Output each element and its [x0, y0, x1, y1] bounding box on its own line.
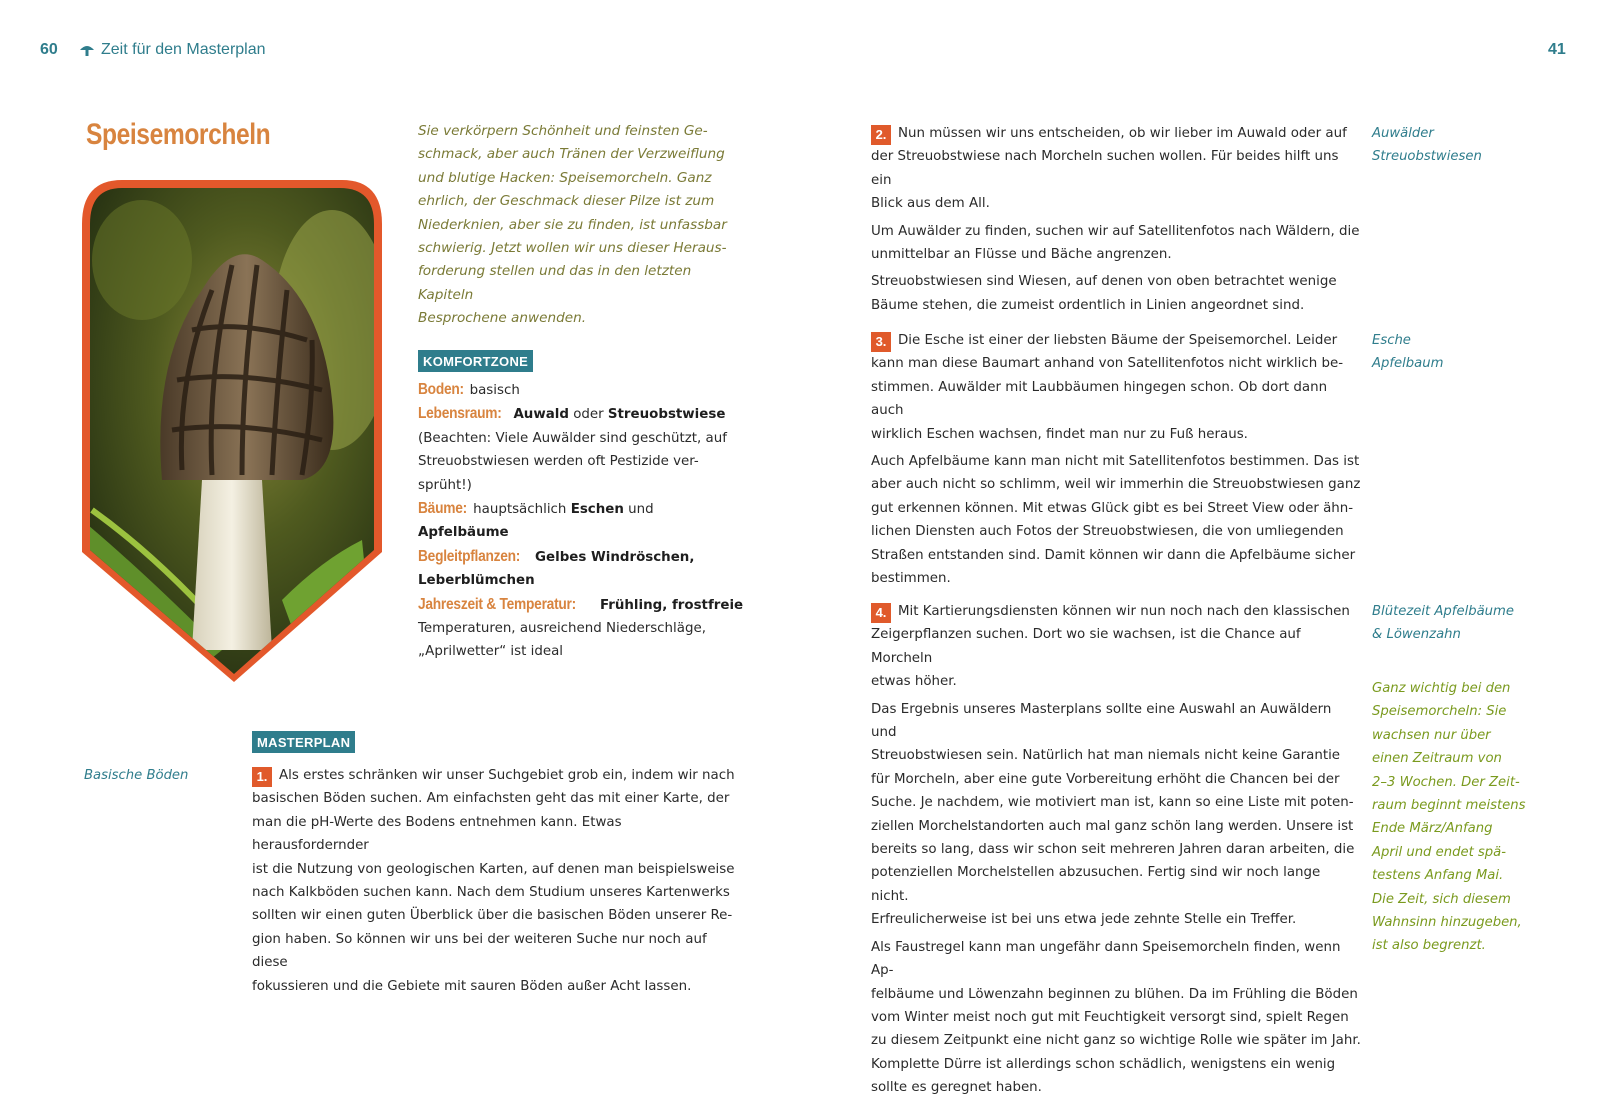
masterplan-tag: MASTERPLAN	[252, 731, 355, 753]
page-number-left: 60	[40, 41, 58, 58]
step-1: 1. Als erstes schränken wir unser Suchgebiet grob ein, indem wir nach basischen Böden suchen. Am einfachsten geht das mit einer Karte, der man die pH-Werte des Bodens entnehmen kann. Etwas herausfordernder ist die Nutzung von geologischen Karten, auf denen man beispielsweise nach Kalkböden suchen kann. Nach dem Studium unseres Kartenwerks sollten wir einen guten Überblick über die basischen Böden unserer Re- gion haben. So können wir uns bei der weiteren Suche nur noch auf diese fokussieren und die Gebiete mit sauren Böden außer Acht lassen.	[252, 768, 735, 994]
section-title: Speisemorcheln	[86, 118, 271, 151]
step-3: 3. Die Esche ist einer der liebsten Bäume der Speisemorchel. Leider kann man diese Baumart anhand von Satellitenfotos nicht wirklich be- stimmen. Auwälder mit Laubbäumen hingegen schon. Ob dort dann auch wirklich Eschen wachsen, findet man nur zu Fuß heraus. Auch Apfelbäume kann man nicht mit Satellitenfotos bestimmen. Das ist aber auch nicht so schlimm, weil wir immerhin die Streuobstwiesen ganz gut erkennen können. Mit etwas Glück gibt es bei Street View oder ähn- lichen Diensten auch Fotos der Streuobstwiesen, die von umliegenden Straßen entstanden sind. Damit können wir dann die Apfelbäume sicher bestimmen.	[871, 333, 1361, 587]
intro-text: Sie verkörpern Schönheit und feinsten Ge- schmack, aber auch Tränen der Verzweiflung und blutige Hacken: Speisemorcheln. Ganz ehrlich, der Geschmack dieser Pilze ist zum Niederknien, aber sie zu finden, ist unfassbar schwierig. Jetzt wollen wir uns dieser Heraus- forderung stellen und das in den letzten Kapiteln Besprochene anwenden.	[418, 123, 727, 327]
running-header	[79, 41, 266, 59]
margin-note-step-2: Auwälder Streuobstwiesen	[1372, 126, 1482, 165]
step-2: 2. Nun müssen wir uns entscheiden, ob wir lieber im Auwald oder auf der Streuobstwiese nach Morcheln suchen wollen. Für beides hilft uns ein Blick aus dem All. Um Auwälder zu finden, suchen wir auf Satellitenfotos nach Wäldern, die unmittelbar an Flüsse und Bäche angrenzen. Streuobstwiesen sind Wiesen, auf denen von oben betrachtet wenige Bäume stehen, die zumeist ordentlich in Linien angeordnet sind.	[871, 126, 1360, 313]
step-number-3: 3.	[871, 332, 891, 352]
running-title: Zeit für den Masterplan	[101, 41, 266, 58]
kz-boden: Boden: basisch	[418, 381, 520, 398]
komfortzone-tag: KOMFORTZONE	[418, 350, 533, 372]
mushroom-icon	[79, 43, 95, 57]
step-4: 4. Mit Kartierungsdiensten können wir nun noch nach den klassischen Zeigerpflanzen suchen. Dort wo sie wachsen, ist die Chance auf Morcheln etwas höher. Das Ergebnis unseres Masterplans sollte eine Auswahl an Auwäldern und Streuobstwiesen sein. Natürlich hat man niemals nicht keine Garantie für Morcheln, aber eine gute Vorbereitung erhöht die Chancen bei der Suche. Je nachdem, wie motiviert man ist, kann so eine Liste mit poten- ziellen Morchelstandorten auch mal ganz schön lang werden. Unsere ist bereits so lang, dass wir schon seit mehreren Jahren daran arbeiten, die potenziellen Morchelstellen abzusuchen. Fertig sind wir noch lange nicht. Erfreulicherweise ist bei uns etwa jede zehnte Stelle ein Treffer. Als Faustregel kann man ungefähr dann Speisemorcheln finden, wenn Ap- felbäume und Löwenzahn beginnen zu blühen. Da im Frühling die Böden vom Winter meist noch gut mit Feuchtigkeit versorgt sind, spielt Regen zu diesem Zeitpunkt eine nicht ganz so wichtige Rolle wie später im Jahr. Komplette Dürre ist allerdings schon schädlich, wenigstens ein wenig sollte es geregnet haben.	[871, 604, 1361, 1096]
margin-note-step-3: Esche Apfelbaum	[1372, 333, 1444, 372]
komfortzone-list: Boden: basisch Lebensraum: Auwald oder Streuobstwiese (Beachten: Viele Auwälder sind geschützt, auf Streuobstwiesen werden oft Pestizide ver- sprüht!) Bäume: hauptsächlich Eschen und Apfelbäume Begleitpflanzen: Gelbes Windröschen, Leberblümchen Jahreszeit & Temperatur: Frühling, frostfreie Temperaturen, ausreichend Niederschläge, „Aprilwetter“ ist ideal	[418, 378, 748, 664]
kz-lebensraum: Lebensraum: Auwald oder Streuobstwiese	[418, 405, 726, 423]
step-number-1: 1.	[252, 767, 272, 787]
kz-jahreszeit: Jahreszeit & Temperatur: Frühling, frostfreie	[418, 595, 744, 613]
kz-begleitpflanzen: Begleitpflanzen: Gelbes Windröschen,	[418, 547, 695, 565]
step-number-2: 2.	[871, 125, 891, 145]
step-number-4: 4.	[871, 603, 891, 623]
page-number-right: 41	[1548, 41, 1566, 58]
margin-note-step-1: Basische Böden	[84, 768, 189, 783]
tip-sidebar: Ganz wichtig bei den Speisemorcheln: Sie wachsen nur über einen Zeitraum von 2–3 Wochen. Der Zeit- raum beginnt meistens Ende März/Anfang April und endet spä- testens Anfang Mai. Die Zeit, sich diesem Wahnsinn hinzugeben, ist also begrenzt.	[1372, 681, 1526, 954]
kz-baeume: Bäume: hauptsächlich Eschen und Apfelbäume	[418, 500, 654, 541]
margin-note-step-4: Blütezeit Apfelbäume & Löwenzahn	[1372, 604, 1514, 643]
morel-photo	[82, 180, 382, 682]
